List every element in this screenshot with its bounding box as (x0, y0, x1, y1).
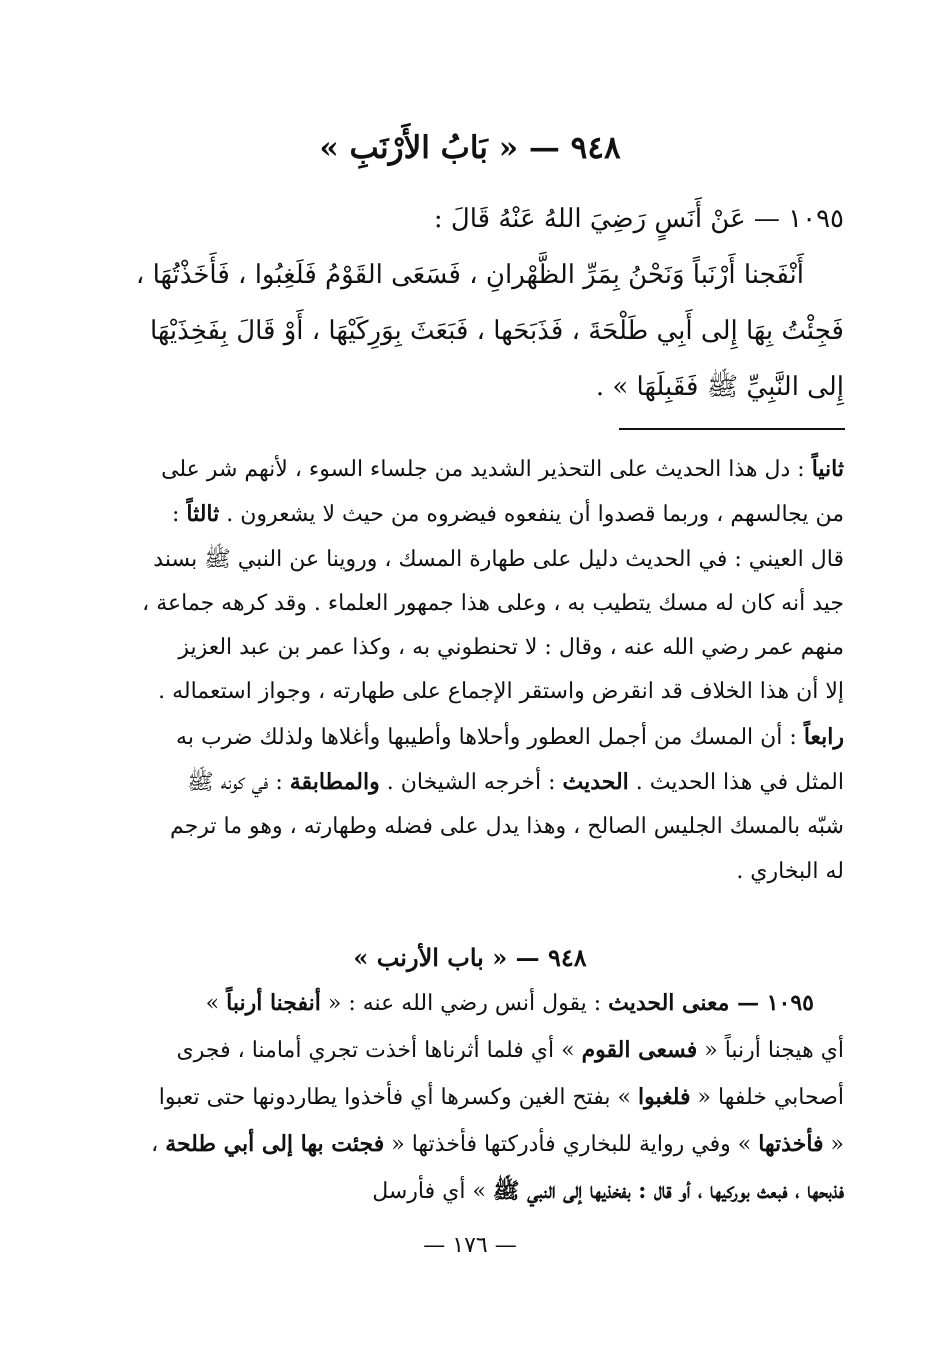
explanation-text: » أي فلما أثرناها أخذت تجري أمامنا ، فجرى (176, 1038, 582, 1063)
chapter-heading-commentary: ٩٤٨ — « باب الأرنب » (353, 943, 587, 972)
commentary-text: : في كونه ﷺ (187, 770, 290, 796)
explanation-text: » وفي رواية للبخاري فأدركتها فأخذتها « (384, 1132, 759, 1157)
commentary-text: : أخرجه الشيخان . (379, 770, 563, 796)
hadith-line: أَنْفَجنا أَرْنَباً وَنَحْنُ بِمَرِّ الظَّهْرانِ ، فَسَعَى القَوْمُ فَلَغِبُوا ، فَأَخَذْتُهَا ، (135, 260, 804, 290)
hadith-text (96, 197, 844, 421)
commentary-line: منهم عمر رضي الله عنه ، وقال : لا تحنطوني به ، وكذا عمر بن عبد العزيز (178, 635, 844, 661)
section-label: ١٠٩٥ — معنى الحديث (608, 990, 814, 1016)
commentary-line: قال العيني : في الحديث دليل على طهارة المسك ، وروينا عن النبي ﷺ بسند (153, 546, 844, 572)
commentary-line (96, 447, 844, 492)
point-label: ثانياً (811, 456, 844, 482)
commentary-section (96, 447, 844, 894)
quoted-phrase: فسعى القوم (581, 1037, 698, 1063)
explanation-text: » (205, 991, 227, 1016)
commentary-line: له البخاري . (736, 858, 844, 884)
quoted-phrase: فذبحها ، فبعث بوركيها ، أو قال : بفخذيها إلى النبي ﷺ (492, 1178, 844, 1204)
term-label: الحديث (562, 769, 629, 796)
commentary-text: : أن المسك من أجمل العطور وأحلاها وأطيبها وأغلاها ولذلك ضرب به (176, 724, 804, 750)
explanation-text: » بفتح الغين وكسرها أي فأخذوا يطاردونها حتى تعبوا (158, 1085, 639, 1110)
commentary-text: : (171, 502, 187, 528)
point-label: ثالثاً (186, 501, 220, 528)
page-number: — ١٧٦ — (423, 1233, 517, 1258)
commentary-line: شبّه بالمسك الجليس الصالح ، وهذا يدل على فضله وطهارته ، وهو ما ترجم (170, 814, 844, 840)
commentary-text: المثل في هذا الحديث . (628, 770, 844, 796)
explanation-line (96, 1168, 844, 1215)
explanation-line (96, 1027, 844, 1074)
explanation-line (96, 1121, 844, 1168)
hadith-line: فَجِئْتُ بِهَا إِلى أَبِي طَلْحَةَ ، فَذَبَحَها ، فَبَعَثَ بِوَرِكَيْهَا ، أَوْ قَالَ بِفَخِذَيْهَا (149, 316, 844, 346)
explanation-text: » أي فأرسل (372, 1179, 493, 1204)
explanation-text: أصحابي خلفها « (690, 1085, 844, 1110)
explanation-line (96, 1074, 844, 1121)
quoted-phrase: فجئت بها إلى أبي طلحة (165, 1131, 385, 1157)
chapter-heading: ٩٤٨ — « بَابُ الأَرْنَبِ » (319, 130, 621, 166)
hadith-line: ١٠٩٥ — عَنْ أَنَسٍ رَضِيَ اللهُ عَنْهُ قَالَ : (433, 204, 844, 234)
explanation-line (96, 980, 844, 1027)
explanation-text: أي هيجنا أرنباً « (697, 1038, 844, 1063)
commentary-line (96, 715, 844, 760)
commentary-line: جيد أنه كان له مسك يتطيب به ، وعلى هذا جمهور العلماء . وقد كرهه جماعة ، (142, 590, 844, 616)
commentary-line (96, 760, 844, 805)
quoted-phrase: أنفجنا أرنباً (226, 990, 321, 1016)
hadith-line: إِلى النَّبِيِّ ﷺ فَقَبِلَهَا » . (595, 372, 844, 402)
quoted-phrase: فأخذتها (758, 1131, 824, 1157)
commentary-line (96, 492, 844, 537)
hadith-explanation (96, 980, 844, 1215)
explanation-text: « (823, 1132, 844, 1157)
commentary-line: إلا أن هذا الخلاف قد انقرض واستقر الإجماع على طهارته ، وجواز استعماله . (158, 679, 844, 705)
term-label: والمطابقة (289, 769, 380, 796)
footnote-divider (619, 428, 845, 430)
explanation-text: : يقول أنس رضي الله عنه : « (320, 991, 609, 1016)
quoted-phrase: فلغبوا (638, 1084, 691, 1110)
commentary-text: من يجالسهم ، وربما قصدوا أن ينفعوه فيضروه من حيث لا يشعرون . (219, 502, 844, 528)
explanation-text: ، (151, 1132, 166, 1157)
point-label: رابعاً (803, 723, 844, 750)
commentary-text: : دل هذا الحديث على التحذير الشديد من جلساء السوء ، لأنهم شر على (161, 457, 812, 482)
